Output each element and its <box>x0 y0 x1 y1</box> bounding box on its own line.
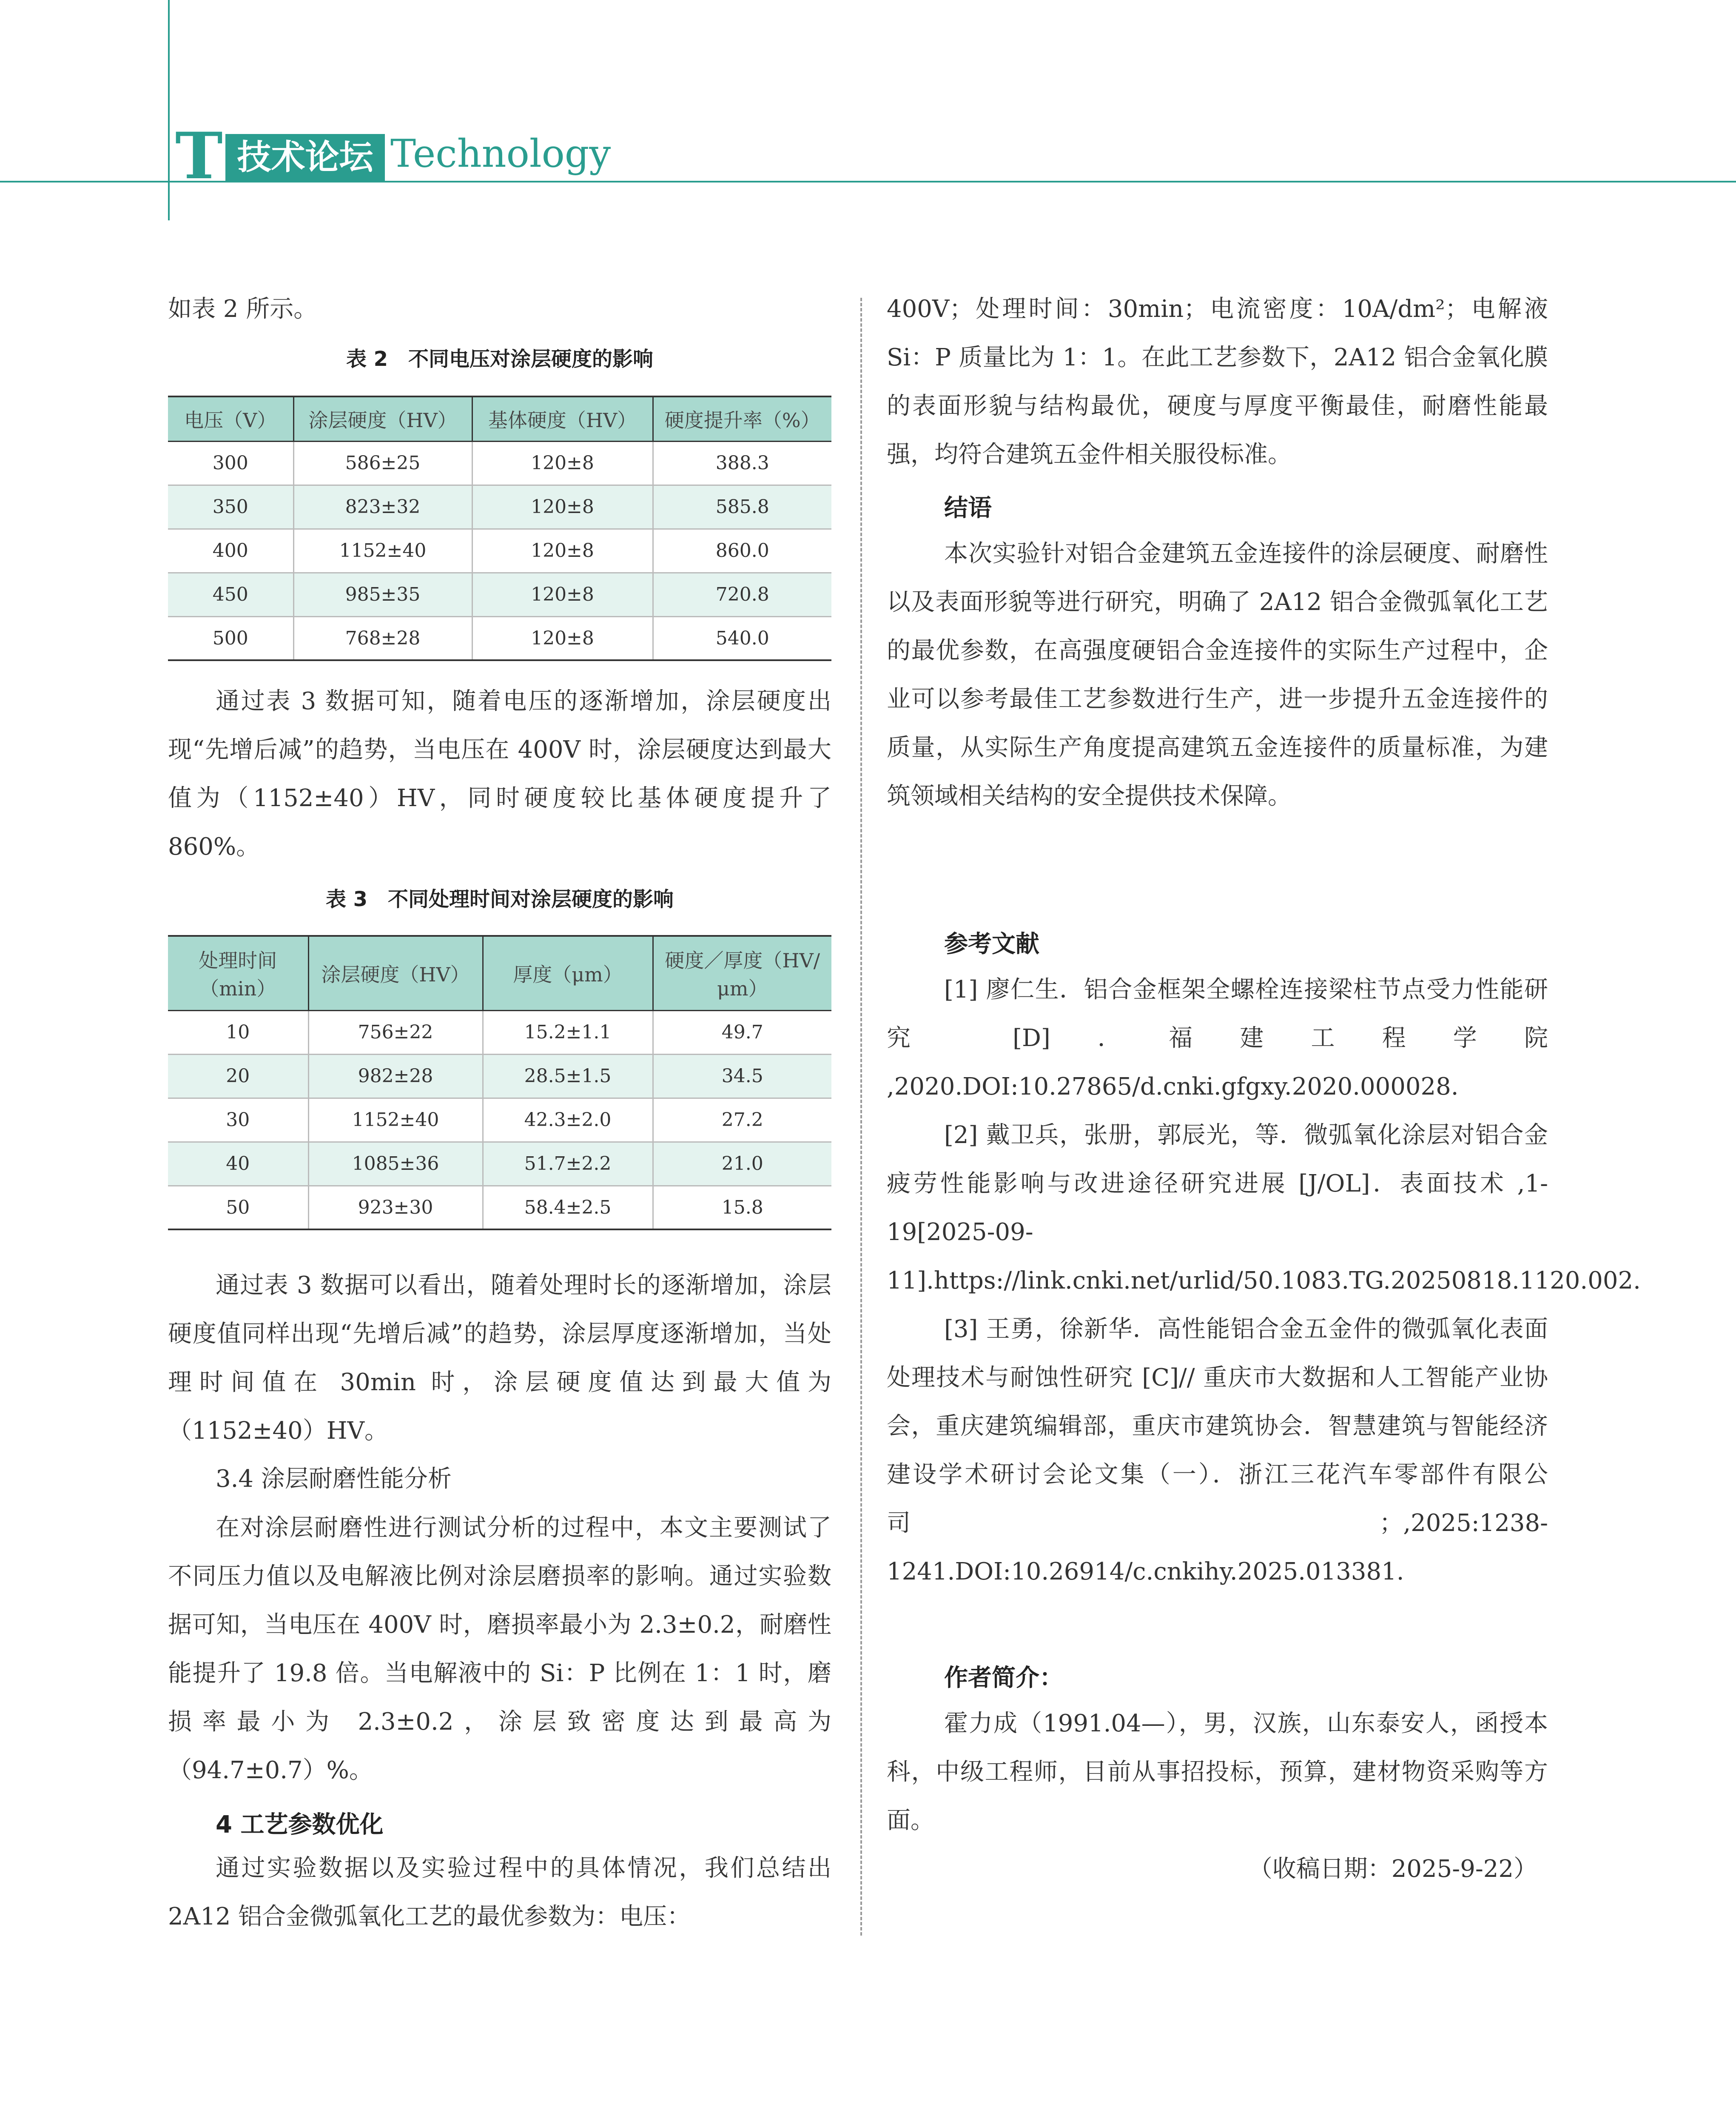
table-cell: 1085±36 <box>308 1142 483 1186</box>
table-cell: 20 <box>168 1054 308 1098</box>
table3-header: 涂层硬度（HV） <box>308 936 483 1010</box>
paragraph-wear-analysis: 在对涂层耐磨性进行测试分析的过程中，本文主要测试了不同压力值以及电解液比例对涂层磨损率的影响。通过实验数据可知，当电压在 400V 时，磨损率最小为 2.3±0.2，耐磨性能提升了 19.8 倍。当电解液中的 Si：P 比例在 1：1 时，磨损率最小为 2.3±0.2，涂层致密度达到最高为（94.7±0.7）%。 <box>168 1514 831 1784</box>
table3 <box>168 935 831 1230</box>
table-row <box>168 485 831 529</box>
paragraph-voltage-analysis: 通过表 3 数据可知，随着电压的逐渐增加，涂层硬度出现“先增后减”的趋势，当电压在 400V 时，涂层硬度达到最大值为（1152±40）HV，同时硬度较比基体硬度提升了 860%。 <box>168 687 831 861</box>
table-row <box>168 1054 831 1098</box>
paragraph-intro: 如表 2 所示。 <box>168 295 318 323</box>
table3-header: 处理时间（min） <box>168 936 308 1010</box>
table-cell: 21.0 <box>653 1142 831 1186</box>
table-cell: 1152±40 <box>293 529 472 573</box>
paragraph-author-bio: 霍力成（1991.04—），男，汉族，山东泰安人，函授本科，中级工程师，目前从事招投标，预算，建材物资采购等方面。 <box>887 1710 1548 1834</box>
table-cell: 120±8 <box>472 616 653 660</box>
table-cell: 15.8 <box>653 1186 831 1229</box>
section-badge: 技术论坛 <box>225 134 385 181</box>
table-cell: 350 <box>168 485 293 529</box>
table-cell: 585.8 <box>653 485 831 529</box>
reference-item: [3] 王勇，徐新华．高性能铝合金五金件的微弧氧化表面处理技术与耐蚀性研究 [C]// 重庆市大数据和人工智能产业协会，重庆建筑编辑部，重庆市建筑协会．智慧建筑与智能经济建设学术研讨会论文集（一）．浙江三花汽车零部件有限公司；,2025:1238-1241.DOI:10.26914/c.cnkihy.2025.013381. <box>887 1315 1548 1585</box>
paragraph-optimal-params-cont: 400V；处理时间：30min；电流密度：10A/dm²；电解液 Si：P 质量比为 1：1。在此工艺参数下，2A12 铝合金氧化膜的表面形貌与结构最优，硬度与厚度平衡最佳，耐磨性能最强，均符合建筑五金件相关服役标准。 <box>887 295 1548 468</box>
section-name: Technology <box>390 131 611 176</box>
table-row <box>168 1142 831 1186</box>
section-heading-conclusion: 结语 <box>944 494 992 522</box>
table-cell: 58.4±2.5 <box>483 1186 653 1229</box>
table2-header: 涂层硬度（HV） <box>293 396 472 441</box>
table-row <box>168 1098 831 1142</box>
table2 <box>168 396 831 661</box>
reference-item: [1] 廖仁生．铝合金框架全螺栓连接梁柱节点受力性能研究 [D]．福建工程学院 ,2020.DOI:10.27865/d.cnki.gfgxy.2020.000028. <box>887 976 1548 1101</box>
section-heading-author: 作者简介： <box>944 1664 1063 1692</box>
table-row <box>168 616 831 660</box>
table2-header: 基体硬度（HV） <box>472 396 653 441</box>
table3-caption: 表 3 不同处理时间对涂层硬度的影响 <box>325 887 674 911</box>
table-cell: 823±32 <box>293 485 472 529</box>
table-cell: 985±35 <box>293 573 472 616</box>
paragraph-time-analysis: 通过表 3 数据可以看出，随着处理时长的逐渐增加，涂层硬度值同样出现“先增后减”的趋势，涂层厚度逐渐增加，当处理时间值在 30min 时，涂层硬度值达到最大值为（1152±40）HV。 <box>168 1272 831 1445</box>
header-vertical-rule <box>168 0 170 220</box>
table-cell: 120±8 <box>472 529 653 573</box>
table2-header: 电压（V） <box>168 396 293 441</box>
paragraph-optimal-params: 通过实验数据以及实验过程中的具体情况，我们总结出 2A12 铝合金微弧氧化工艺的最优参数为：电压： <box>168 1854 831 1930</box>
table-cell: 586±25 <box>293 441 472 485</box>
table2-header-row <box>168 396 831 441</box>
table-cell: 540.0 <box>653 616 831 660</box>
table-cell: 768±28 <box>293 616 472 660</box>
table3-header: 硬度／厚度（HV/μm） <box>653 936 831 1010</box>
table-row <box>168 1010 831 1054</box>
column-divider <box>860 298 862 1936</box>
table-cell: 27.2 <box>653 1098 831 1142</box>
table-cell: 1152±40 <box>308 1098 483 1142</box>
table-cell: 500 <box>168 616 293 660</box>
table-cell: 400 <box>168 529 293 573</box>
table-cell: 50 <box>168 1186 308 1229</box>
table-cell: 120±8 <box>472 441 653 485</box>
table-cell: 120±8 <box>472 485 653 529</box>
section-heading-process-optimization: 4 工艺参数优化 <box>216 1811 384 1839</box>
table-cell: 923±30 <box>308 1186 483 1229</box>
table-cell: 15.2±1.1 <box>483 1010 653 1054</box>
paragraph-conclusion: 本次实验针对铝合金建筑五金连接件的涂层硬度、耐磨性以及表面形貌等进行研究，明确了 2A12 铝合金微弧氧化工艺的最优参数，在高强度硬铝合金连接件的实际生产过程中，企业可以参考最佳工艺参数进行生产，进一步提升五金连接件的质量，从实际生产角度提高建筑五金连接件的质量标准，为建筑领域相关结构的安全提供技术保障。 <box>887 540 1548 810</box>
table-cell: 450 <box>168 573 293 616</box>
table-cell: 10 <box>168 1010 308 1054</box>
table-cell: 300 <box>168 441 293 485</box>
table-cell: 30 <box>168 1098 308 1142</box>
table-row <box>168 529 831 573</box>
table-cell: 42.3±2.0 <box>483 1098 653 1142</box>
table-cell: 49.7 <box>653 1010 831 1054</box>
subheading-wear-resistance: 3.4 涂层耐磨性能分析 <box>216 1465 452 1493</box>
table-cell: 51.7±2.2 <box>483 1142 653 1186</box>
reference-item: [2] 戴卫兵，张册，郭辰光，等．微弧氧化涂层对铝合金疲劳性能影响与改进途径研究进展 [J/OL]．表面技术 ,1-19[2025-09-11].https://link.cnki.net/urlid/50.1083.TG.20250818.1120.002. <box>887 1121 1641 1294</box>
table-cell: 756±22 <box>308 1010 483 1054</box>
table-row <box>168 441 831 485</box>
table-cell: 34.5 <box>653 1054 831 1098</box>
table-cell: 28.5±1.5 <box>483 1054 653 1098</box>
table2-header: 硬度提升率（%） <box>653 396 831 441</box>
table2-caption: 表 2 不同电压对涂层硬度的影响 <box>346 347 654 371</box>
table-row <box>168 573 831 616</box>
table3-header-row <box>168 936 831 1010</box>
section-letter-logo: T <box>175 119 223 194</box>
table-cell: 982±28 <box>308 1054 483 1098</box>
table3-header: 厚度（μm） <box>483 936 653 1010</box>
table-cell: 40 <box>168 1142 308 1186</box>
section-heading-references: 参考文献 <box>944 930 1039 958</box>
header-horizontal-rule <box>0 181 1736 182</box>
table-cell: 860.0 <box>653 529 831 573</box>
table-row <box>168 1186 831 1229</box>
received-date: （收稿日期：2025-9-22） <box>1248 1855 1537 1883</box>
table-cell: 120±8 <box>472 573 653 616</box>
table-cell: 388.3 <box>653 441 831 485</box>
table-cell: 720.8 <box>653 573 831 616</box>
